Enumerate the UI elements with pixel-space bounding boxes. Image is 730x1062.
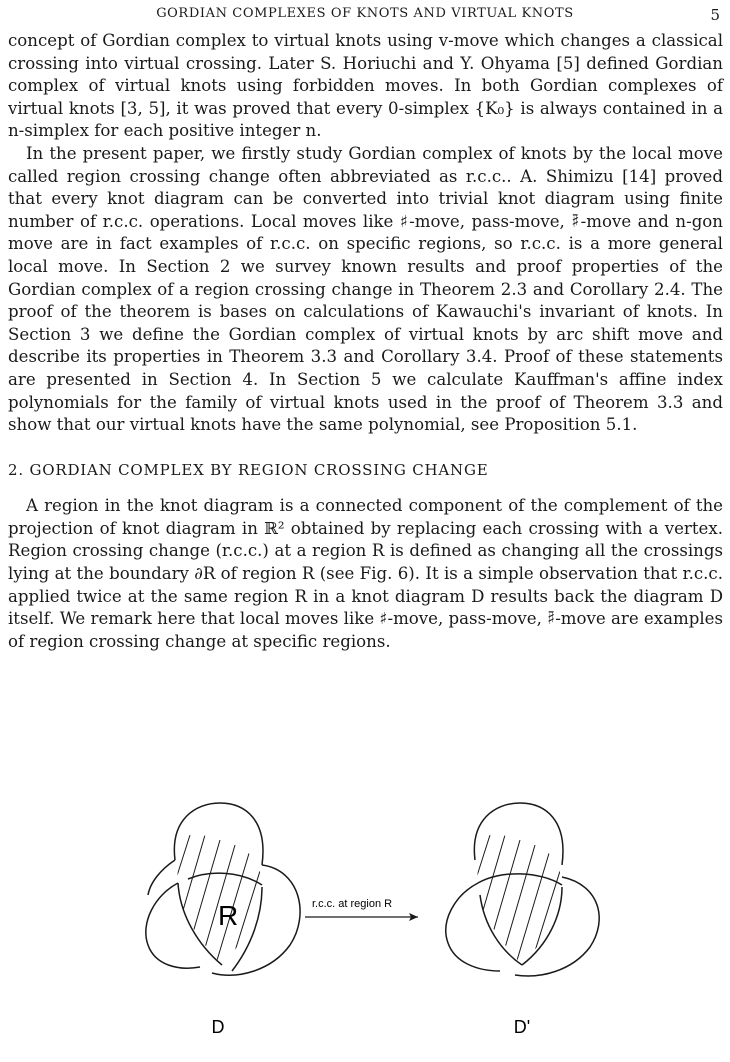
running-head: GORDIAN COMPLEXES OF KNOTS AND VIRTUAL KNOTS xyxy=(156,6,574,21)
label-d-prime: D' xyxy=(513,1017,531,1037)
body-text xyxy=(8,30,723,653)
paragraph-region-definition: A region in the knot diagram is a connected component of the complement of the projection of knot diagram in ℝ² obtained by replacing each crossing with a vertex. Region crossing change (r.c.c.) at a region R is defined as changing all the crossings lying at the boundary ∂R of region R (see Fig. 6). It is a simple observation that r.c.c. applied twice at the same region R in a knot diagram D results back the diagram D itself. We remark here that local moves like ♯-move, pass-move, ♯̄-move are examples of region crossing change at specific regions. xyxy=(8,496,723,651)
knot-diagram-d-prime xyxy=(446,803,599,976)
page-header xyxy=(0,6,730,26)
knot-diagram-d xyxy=(146,803,300,975)
figure-svg xyxy=(0,795,730,1062)
page-number: 5 xyxy=(710,6,720,24)
paragraph-intro-continued: concept of Gordian complex to virtual knots using v-move which changes a classical crossing into virtual crossing. Later S. Horiuchi and Y. Ohyama [5] defined Gordian complex of virtual knots using forbidden moves. In both Gordian complexes of virtual knots [3, 5], it was proved that every 0-simplex {K₀} is always contained in a n-simplex for each positive integer n. xyxy=(8,31,723,141)
transition-arrow xyxy=(305,913,418,921)
region-label: R xyxy=(218,900,239,931)
arrow-label: r.c.c. at region R xyxy=(312,898,393,910)
paragraph-present-paper: In the present paper, we firstly study Gordian complex of knots by the local move called region crossing change often abbreviated as r.c.c.. A. Shimizu [14] proved that every knot diagram can be converted into trivial knot diagram using finite number of r.c.c. operations. Local moves like ♯-move, pass-move, ♯̄-move and n-gon move are in fact examples of r.c.c. on specific regions, so r.c.c. is a more general local move. In Section 2 we survey known results and proof properties of the Gordian complex of a region crossing change in Theorem 2.3 and Corollary 2.4. The proof of the theorem is bases on calculations of Kawauchi's invariant of knots. In Section 3 we define the Gordian complex of virtual knots by arc shift move and describe its properties in Theorem 3.3 and Corollary 3.4. Proof of these statements are presented in Section 4. In Section 5 we calculate Kauffman's affine index polynomials for the family of virtual knots used in the proof of Theorem 3.3 and show that our virtual knots have the same polynomial, see Proposition 5.1. xyxy=(8,143,723,435)
figure-region-crossing-change xyxy=(0,795,730,1062)
section-heading: 2. GORDIAN COMPLEX BY REGION CROSSING CHANGE xyxy=(8,460,489,479)
label-d: D xyxy=(211,1017,225,1037)
